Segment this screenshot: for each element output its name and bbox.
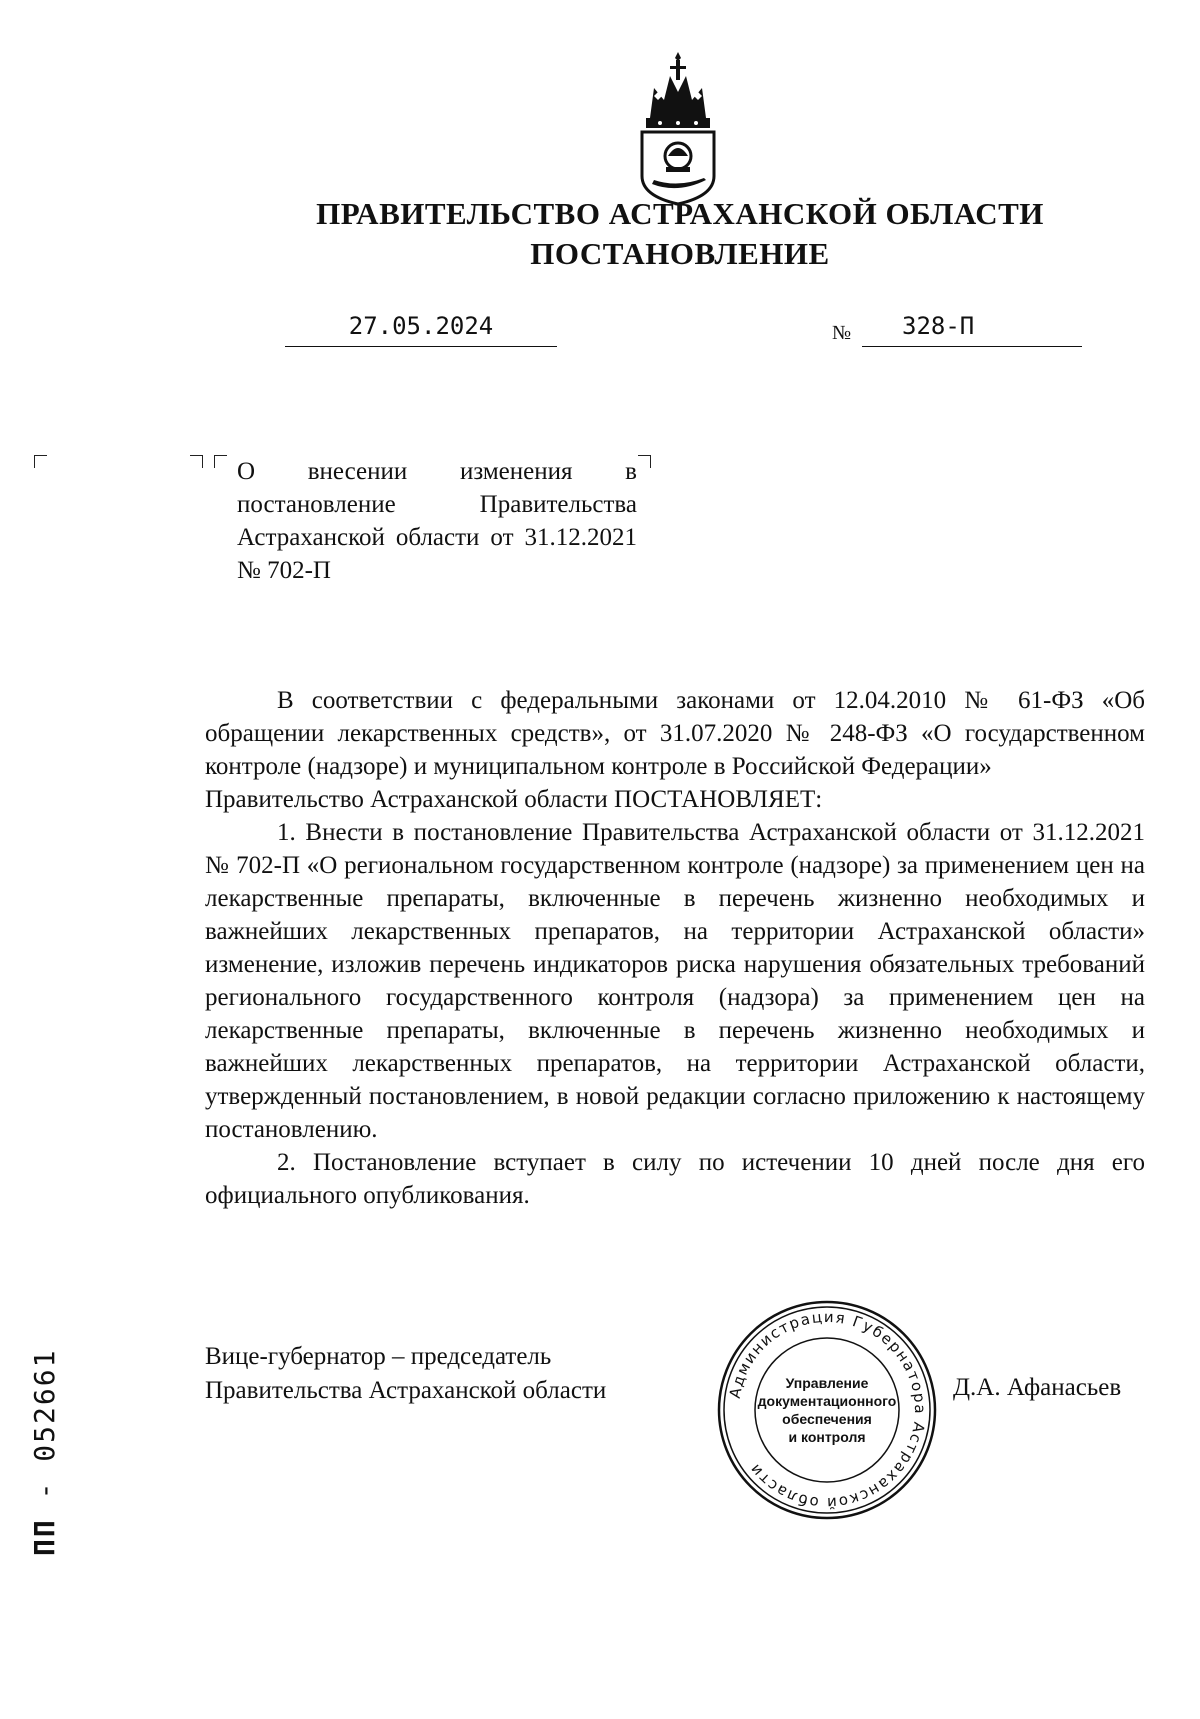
signatory-name: Д.А. Афанасьев [953, 1374, 1122, 1401]
number-field [862, 308, 1082, 347]
document-number: 328-П [902, 312, 975, 340]
stamp-center-line-3: обеспечения [782, 1411, 872, 1427]
number-label: № [832, 322, 852, 344]
document-subject: О внесении изменения в постановление Правительства Астраханской области от 31.12.2021 № 702-П [237, 458, 637, 584]
stamp-ring-text: Администрация Губернатора Астраханской области [725, 1307, 930, 1513]
corner-mark-subject-close [638, 455, 651, 468]
document-body [205, 684, 1145, 1212]
document-type-title: ПОСТАНОВЛЕНИЕ [530, 236, 830, 271]
corner-mark-subject-open-b [214, 455, 227, 468]
stamp-center-line-4: и контроля [788, 1429, 866, 1445]
official-stamp [715, 1298, 939, 1522]
resolves-line: Правительство Астраханской области ПОСТАНОВЛЯЕТ: [205, 786, 823, 813]
stamp-center-line-2: документационного [757, 1393, 897, 1409]
coat-of-arms-emblem [630, 48, 726, 206]
document-date: 27.05.2024 [348, 312, 494, 340]
item-1-paragraph: 1. Внести в постановление Правительства Астраханской области от 31.12.2021 № 702-П «О региональном государственном контроле (надзоре) за применением цен на лекарственные препараты, включенные в перечень жизненно необходимых и важнейших лекарственных препаратов, на территории Астраханской области» изменение, изложив перечень индикаторов риска нарушения обязательных требований регионального государственного контроля (надзора) за применением цен на лекарственные препараты, включенные в перечень жизненно необходимых и важнейших лекарственных препаратов, на территории Астраханской области, утвержденный постановлением, в новой редакции согласно приложению к настоящему постановлению. [205, 819, 1145, 1143]
side-code-prefix: ПП [28, 1518, 61, 1556]
stamp-center-line-1: Управление [785, 1375, 869, 1391]
side-code-number: - 052661 [28, 1348, 61, 1519]
preamble-paragraph: В соответствии с федеральными законами от 12.04.2010 № 61-ФЗ «Об обращении лекарственных средств», от 31.07.2020 № 248-ФЗ «О государственном контроле (надзоре) и муниципальном контроле в Российской Федерации» [205, 687, 1145, 780]
organization-title: ПРАВИТЕЛЬСТВО АСТРАХАНСКОЙ ОБЛАСТИ [316, 196, 1044, 231]
corner-mark-subject-open-a [190, 455, 203, 468]
signatory-position-line2: Правительства Астраханской области [205, 1377, 607, 1404]
date-field [285, 308, 557, 347]
signatory-position [205, 1340, 606, 1408]
side-registration-code [28, 1316, 61, 1556]
item-2-paragraph: 2. Постановление вступает в силу по истечении 10 дней после дня его официального опубликования. [205, 1149, 1145, 1209]
corner-mark-left [34, 455, 47, 468]
signatory-position-line1: Вице-губернатор – председатель [205, 1343, 552, 1370]
